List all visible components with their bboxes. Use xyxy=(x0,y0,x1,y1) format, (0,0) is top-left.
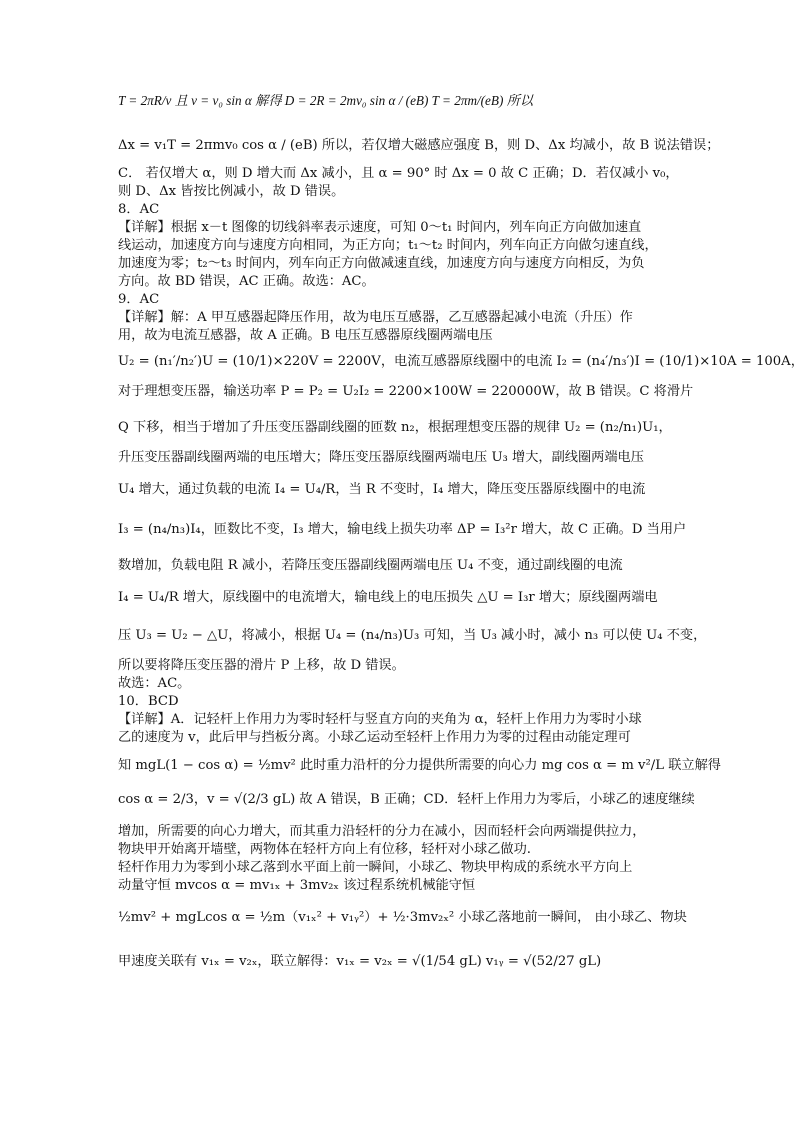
text-line: 8．AC xyxy=(118,202,160,217)
text-line: 甲速度关联有 v₁ₓ = v₂ₓ，联立解得：v₁ₓ = v₂ₓ = √(1/54 gL) v₁ᵧ = √(52/27 gL) xyxy=(118,954,602,969)
text-line: U₄ 增大，通过负载的电流 I₄ = U₄/R，当 R 不变时，I₄ 增大，降压变压器原线圈中的电流 xyxy=(118,482,646,497)
text-line: 方向。故 BD 错误，AC 正确。故选：AC。 xyxy=(118,274,375,289)
text-line: 数增加，负载电阻 R 减小，若降压变压器副线圈两端电压 U₄ 不变，通过副线圈的电流 xyxy=(118,558,623,573)
text-line: 对于理想变压器，输送功率 P = P₂ = U₂I₂ = 2200×100W = 220000W，故 B 错误。C 将滑片 xyxy=(118,384,694,399)
text-line: 增加，所需要的向心力增大，而其重力沿轻杆的分力在减小，因而轻杆会向两端提供拉力， xyxy=(118,824,646,839)
text-line: I₄ = U₄/R 增大，原线圈中的电流增大，输电线上的电压损失 △U = I₃r 增大；原线圈两端电 xyxy=(118,590,658,605)
text-line: I₃ = (n₄/n₃)I₄，匝数比不变，I₃ 增大，输电线上损失功率 ΔP = I₃²r 增大，故 C 正确。D 当用户 xyxy=(118,522,687,537)
text-line: 【详解】解：A 甲互感器起降压作用，故为电压互感器，乙互感器起减小电流（升压）作 xyxy=(118,310,633,325)
text-line: U₂ = (n₁′/n₂′)U = (10/1)×220V = 2200V，电流互感器原线圈中的电流 I₂ = (n₄′/n₃′)I = (10/1)×10A = 100A， xyxy=(118,354,804,369)
text-line: 轻杆作用力为零到小球乙落到水平面上前一瞬间，小球乙、物块甲构成的系统水平方向上 xyxy=(118,860,633,875)
text-line: ½mv² + mgLcos α = ½m（v₁ₓ² + v₁ᵧ²）+ ½·3mv₂ₓ² 小球乙落地前一瞬间， 由小球乙、物块 xyxy=(118,910,687,925)
text-line: 知 mgL(1 − cos α) = ½mv² 此时重力沿杆的分力提供所需要的向心力 mg cos α = m v²/L 联立解得 xyxy=(118,758,721,773)
text-line: 乙的速度为 v，此后甲与挡板分离。小球乙运动至轻杆上作用力为零的过程由动能定理可 xyxy=(118,730,631,745)
text-line: 线运动，加速度方向与速度方向相同，为正方向；t₁～t₂ 时间内，列车向正方向做匀速直线， xyxy=(118,238,658,253)
text-line: 则 D、Δx 皆按比例减小，故 D 错误。 xyxy=(118,184,345,199)
text-line: 用，故为电流互感器，故 A 正确。B 电压互感器原线圈两端电压 xyxy=(118,328,493,343)
text-line: 动量守恒 mvcos α = mv₁ₓ + 3mv₂ₓ 该过程系统机械能守恒 xyxy=(118,878,476,893)
text-line: C． 若仅增大 α，则 D 增大而 Δx 减小，且 α = 90° 时 Δx = 0 故 C 正确；D．若仅减小 v₀， xyxy=(118,166,679,181)
text-line: 所以要将降压变压器的滑片 P 上移，故 D 错误。 xyxy=(118,658,405,673)
text-line: 10．BCD xyxy=(118,694,179,709)
text-line: T = 2πR/v 且 v = v₀ sin α 解得 D = 2R = 2mv₀ sin α / (eB) T = 2πm/(eB) 所以 xyxy=(118,93,534,108)
text-line: cos α = 2/3，v = √(2/3 gL) 故 A 错误，B 正确；CD．轻杆上作用力为零后，小球乙的速度继续 xyxy=(118,792,695,807)
text-line: 【详解】A．记轻杆上作用力为零时轻杆与竖直方向的夹角为 α，轻杆上作用力为零时小球 xyxy=(118,712,642,727)
text-line: 【详解】根据 x－t 图像的切线斜率表示速度，可知 0～t₁ 时间内，列车向正方向做加速直 xyxy=(118,220,642,235)
text-line: Q 下移，相当于增加了升压变压器副线圈的匝数 n₂，根据理想变压器的规律 U₂ = (n₂/n₁)U₁， xyxy=(118,420,672,435)
text-line: 加速度为零；t₂～t₃ 时间内，列车向正方向做减速直线，加速度方向与速度方向相反，为负 xyxy=(118,256,645,271)
text-line: 故选：AC。 xyxy=(118,676,191,691)
text-line: Δx = v₁T = 2πmv₀ cos α / (eB) 所以，若仅增大磁感应强度 B，则 D、Δx 均减小，故 B 说法错误； xyxy=(118,138,720,153)
text-line: 物块甲开始离开墙壁，两物体在轻杆方向上有位移，轻杆对小球乙做功. xyxy=(118,842,532,857)
text-line: 升压变压器副线圈两端的电压增大；降压变压器原线圈两端电压 U₃ 增大，副线圈两端电压 xyxy=(118,450,644,465)
text-line: 9．AC xyxy=(118,292,160,307)
text-line: 压 U₃ = U₂ − △U，将减小，根据 U₄ = (n₄/n₃)U₃ 可知，当 U₃ 减小时，减小 n₃ 可以使 U₄ 不变， xyxy=(118,628,707,643)
